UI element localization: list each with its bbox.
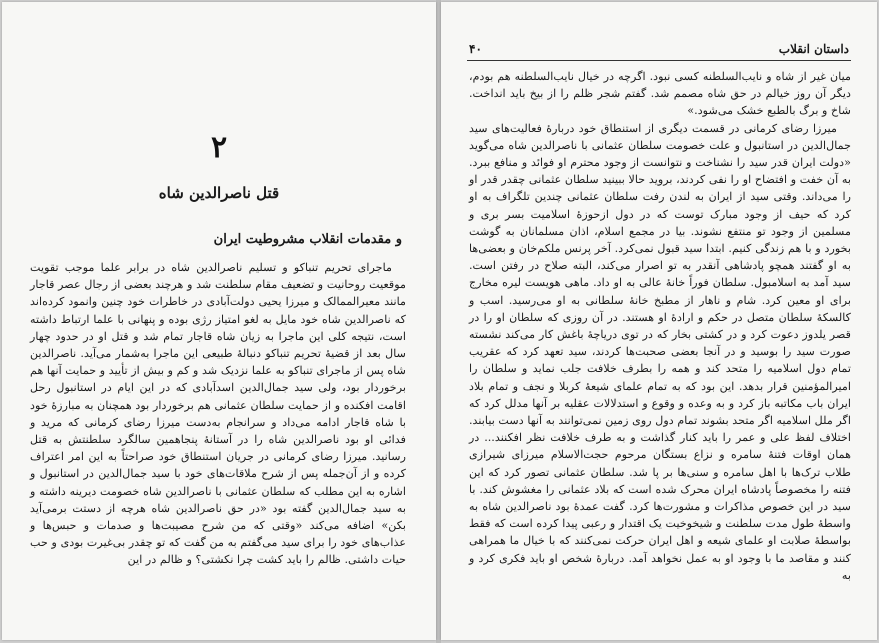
section-title: و مقدمات انقلاب مشروطیت ایران xyxy=(213,232,402,247)
right-body-paragraph-2: میرزا رضای کرمانی در قسمت دیگری از استنطاق خود دربارهٔ فعالیت‌های سید جمال‌الدین در استانبول و علت خصومت سلطان عثمانی با ناصرالدین شاه می‌گوید «دولت ایران قدر سید را نشناخت و نتوانست از وجود محترم او فوائد و منافع ببرد. به آن خفت و افتضاح او را نفی کردند، بروید حالا ببینید سلطان عثمانی چقدر قدر او را می‌داند. وقتی سید از ایران به لندن رفت سلطان عثمانی چندین تلگراف به او کرد که حیف از وجود مبارک توست که در دول ازحوزهٔ اسلامیت بسر بری و مسلمین از وجود تو منتفع نشوند. بیا در مجمع اسلام، اذان مسلمانان به گوشت بخورد و با هم زندگی کنیم. ابتدا سید قبول نمی‌کرد. آخر پرنس ملکم‌خان و بعضی‌ها به او گفتند همچو پادشاهی آنقدر به تو اصرار می‌کند، البته صلاح در رفتن است. سید آمد به اسلامبول. سلطان فوراً خانهٔ عالی به او داد. ماهی هویست لیره مخارج برای او معین کرد. شام و ناهار از مطبخ خانهٔ سلطانی به او می‌رسید. اسب و کالسکهٔ سلطان متصل در حکم و ارادهٔ او هستند. در آن روزی که سلطان او را در قصر یلدوز دعوت کرد و در کشتی بخار که در توی دریاچهٔ باغش کار می‌کند نشسته صورت سید را بوسید و در آنجا بعضی صحبت‌ها کردند، سید تعهد کرد که عقریب تمام دول اسلامیه را متحد کند و همه را بطرف خلافت جلب نماید و سلطان را امیرالمؤمنین قرار بدهد. این بود که به تمام علمای شیعهٔ کربلا و نجف و تمام بلاد ایران باب مکاتبه باز کرد و به وعده و وقوع و استدلالات عقلیه بر آنها مدلل کرد که اگر ملل اسلامیه اگر متحد بشوند تمام دول روی زمین نمی‌توانند به آنها دست بیابند. اختلاف لفظ علی و عمر را باید کنار گذاشت و به طرف خلافت نظر افکنند... در همان اوقات فتنهٔ سامره و نزاع بستگان مرحوم حجت‌الاسلام میرزای شیرازی طلاب ترک‌ها با اهل سامره و سنی‌ها بر پا شد. سلطان عثمانی تصور کرد که این فتنه را مخصوصاً پادشاه ایران محرک شده است که بلاد عثمانی را مغشوش کند. با سید در این خصوص مذاکرات و مشورت‌ها کرد. گفت عمدهٔ بود ناصرالدین شاه به واسطهٔ طول مدت سلطنت و شیخوخیت یک اقتدار و رعبی پیدا کرده است که فقط بواسطهٔ صلابت او علمای شیعه و اهل ایران حرکت نمی‌کنند که با خیال ما همراهی کنند و مقاصد ما با وجود او به عمل نخواهد آمد. دربارهٔ شخص او باید فکری کرد و به xyxy=(469,121,851,582)
right-page-body xyxy=(469,68,851,584)
page-number: ۴۰ xyxy=(469,42,482,56)
running-header xyxy=(467,42,851,61)
right-body-paragraph-1: میان غیر از شاه و نایب‌السلطنه کسی نبود. اگرچه در خیال نایب‌السلطنه هم بودم، دیگر آن روز خیالم در حق شاه مصمم شد. گفتم شجر ظلم را از بیخ باید انداخت. شاخ و برگ بالطبع خشک می‌شود.» xyxy=(469,70,851,118)
right-page xyxy=(441,2,877,640)
left-body-paragraph: ماجرای تحریم تنباکو و تسلیم ناصرالدین شاه در برابر علما موجب تقویت موقعیت روحانیت و تضعیف مقام سلطنت شد و هرچند بعضی از رجال عصر قاجار مانند معیرالممالک و میرزا یحیی دولت‌آبادی در خاطرات خود چنین وانمود کرده‌اند که ناصرالدین شاه خود مایل به لغو امتیاز رژی بوده و پنهانی با علما ارتباط داشته است، نتیجه کلی این ماجرا به زیان شاه قاجار تمام شد و قتل او در حدود چهار سال بعد از قضیهٔ تحریم تنباکو دنبالهٔ طبیعی این ماجرا به‌شمار می‌آید. ناصرالدین شاه پس از ماجرای تنباکو به علما نزدیک شد و کم و بیش از تأیید و حمایت آنها هم برخوردار بود، ولی سید جمال‌الدین اسدآبادی که در این ایام در استانبول رحل اقامت افکنده و از حمایت سلطان عثمانی هم برخوردار بود همچنان به مبارزهٔ خود با شاه قاجار ادامه می‌داد و سرانجام به‌دست میرزا رضای کرمانی که مرید و فدائی او بود ناصرالدین شاه را در آستانهٔ پنجاهمین سالگرد سلطنتش به قتل رسانید. میرزا رضای کرمانی در جریان استنطاق خود صراحتاً به این امر اعتراف کرده و از آن‌جمله پس از شرح ملاقات‌های خود با سید جمال‌الدین در استانبول و اشاره به این مطلب که سلطان عثمانی با ناصرالدین شاه خصومت دیرینه داشته و به سید جمال‌الدین گفته بود «در حق ناصرالدین شاه هرچه از دستت برمی‌آید بکن» اضافه می‌کند «وقتی که من شرح مصیبت‌ها و صدمات و حبس‌ها و عذاب‌های خود را برای سید می‌گفتم به من گفت که تو چقدر بی‌غیرت بودی و حب حیات داشتی. ظالم را باید کشت چرا نکشتی؟ و ظالم در این xyxy=(30,261,406,567)
chapter-number: ۲ xyxy=(210,130,228,165)
left-page-body xyxy=(30,259,406,569)
running-title: داستان انقلاب xyxy=(778,42,849,56)
left-page xyxy=(2,2,436,640)
chapter-title: قتل ناصرالدین شاه xyxy=(158,184,280,202)
